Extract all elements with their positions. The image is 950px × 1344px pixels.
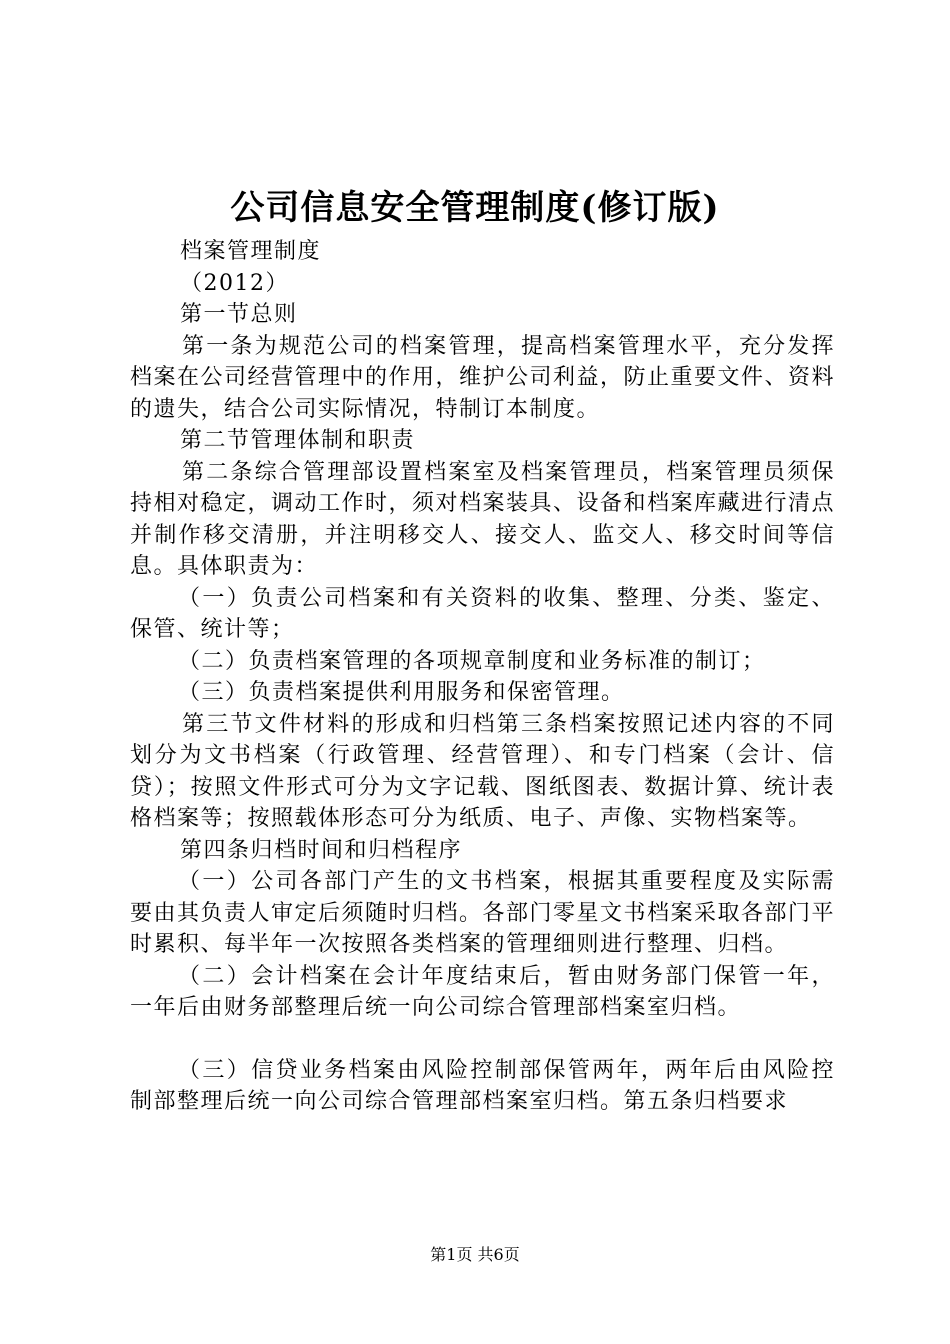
section-heading: 第一节总则 [180, 302, 298, 327]
paragraph: 第三节文件材料的形成和归档第三条档案按照记述内容的不同划分为文书档案（行政管理、经营管理）、和专门档案（会计、信贷）；按照文件形式可分为文字记载、图纸图表、数据计算、统计表格档案等；按照载体形态可分为纸质、电子、声像、实物档案等。 [130, 711, 835, 831]
document-body [130, 236, 835, 1118]
section-heading: 第二节管理体制和职责 [180, 428, 416, 453]
list-item: （三）信贷业务档案由风险控制部保管两年，两年后由风险控制部整理后统一向公司综合管理部档案室归档。第五条归档要求 [130, 1057, 835, 1114]
list-item: （一）负责公司档案和有关资料的收集、整理、分类、鉴定、保管、统计等； [130, 585, 835, 642]
section-heading: 档案管理制度 [180, 239, 322, 264]
paragraph: 第一条为规范公司的档案管理，提高档案管理水平，充分发挥档案在公司经营管理中的作用，维护公司利益，防止重要文件、资料的遗失，结合公司实际情况，特制订本制度。 [130, 333, 836, 422]
document-title: 公司信息安全管理制度(修订版) [230, 188, 720, 228]
paragraph: 第二条综合管理部设置档案室及档案管理员，档案管理员须保持相对稳定，调动工作时，须对档案装具、设备和档案库藏进行清点并制作移交清册，并注明移交人、接交人、监交人、移交时间等信息。具体职责为： [130, 459, 836, 579]
list-item: （三）负责档案提供利用服务和保密管理。 [178, 680, 625, 705]
list-item: （二）会计档案在会计年度结束后，暂由财务部门保管一年，一年后由财务部整理后统一向公司综合管理部档案室归档。 [130, 963, 835, 1020]
year-line: （2012） [180, 270, 289, 296]
section-heading: 第四条归档时间和归档程序 [180, 837, 463, 863]
list-item: （一）公司各部门产生的文书档案，根据其重要程度及实际需要由其负责人审定后须随时归档。各部门零星文书档案采取各部门平时累积、每半年一次按照各类档案的管理细则进行整理、归档。 [130, 869, 836, 957]
list-item: （二）负责档案管理的各项规章制度和业务标准的制订； [178, 648, 766, 674]
page-footer: 第1页 共6页 [430, 1245, 520, 1264]
paragraph-gap [130, 1024, 835, 1055]
